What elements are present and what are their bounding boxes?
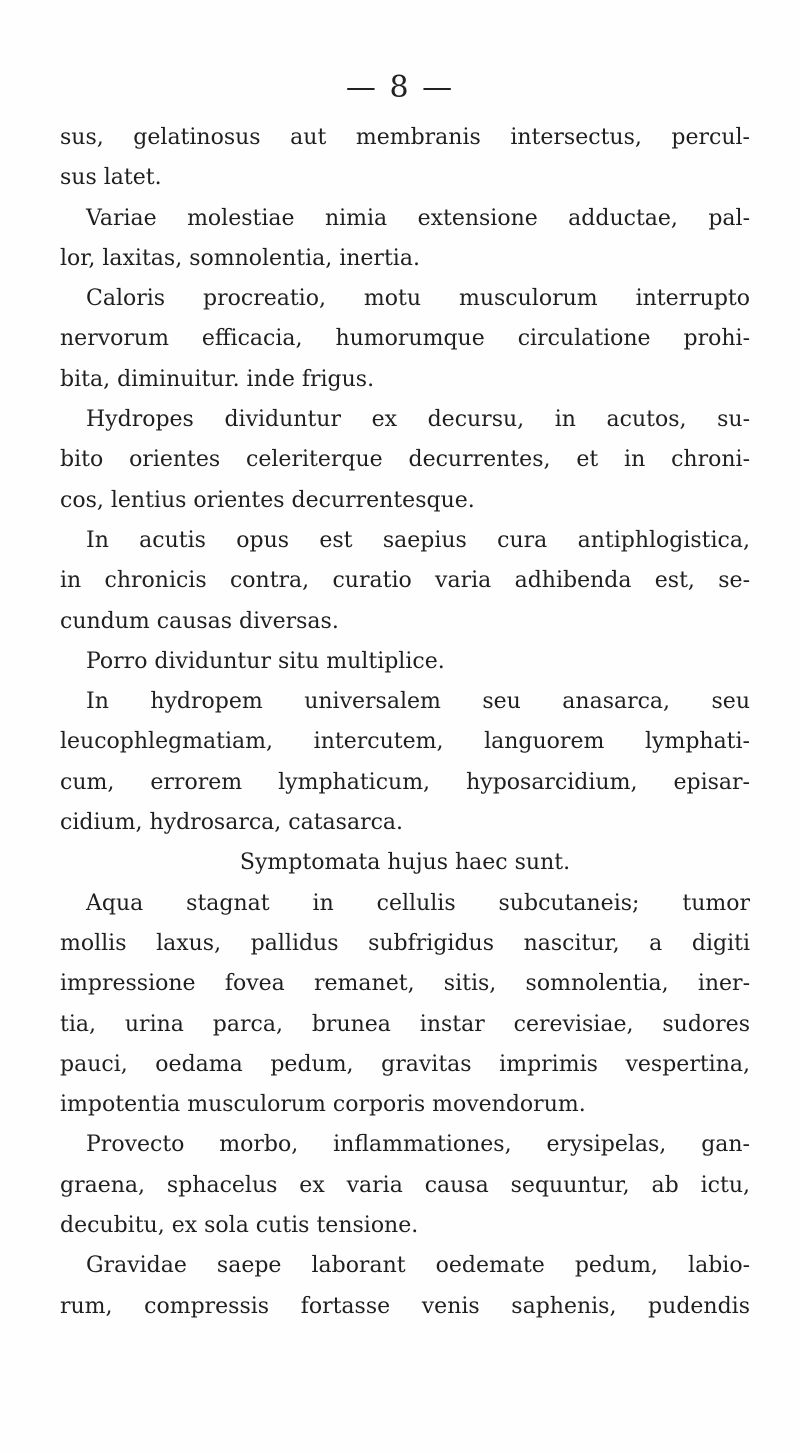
text-line: Symptomata hujus haec sunt. bbox=[239, 850, 571, 876]
text-line: sus, gelatinosus aut membranis intersectus, percul- bbox=[60, 125, 750, 150]
text-line: tia, urina parca, brunea instar cerevisiae, sudores bbox=[60, 1011, 750, 1037]
text-line: leucophlegmatiam, intercutem, languorem lymphati- bbox=[60, 729, 750, 755]
body-text bbox=[60, 118, 750, 1327]
text-line: pauci, oedama pedum, gravitas imprimis vespertina, bbox=[60, 1051, 750, 1077]
text-line: Gravidae saepe laborant oedemate pedum, labio- bbox=[86, 1253, 750, 1279]
text-line: Provecto morbo, inflammationes, erysipelas, gan- bbox=[86, 1132, 750, 1158]
text-line: Variae molestiae nimia extensione adductae, pal- bbox=[86, 205, 750, 231]
text-line: cidium, hydrosarca, catasarca. bbox=[60, 810, 404, 836]
text-line: bito orientes celeriterque decurrentes, et in chroni- bbox=[60, 447, 750, 473]
text-line: decubitu, ex sola cutis tensione. bbox=[60, 1213, 419, 1239]
text-line: in chronicis contra, curatio varia adhibenda est, se- bbox=[60, 568, 750, 594]
text-line: In acutis opus est saepius cura antiphlogistica, bbox=[86, 527, 750, 553]
text-line: cos, lentius orientes decurrentesque. bbox=[60, 487, 475, 513]
text-line: cum, errorem lymphaticum, hyposarcidium, episar- bbox=[60, 769, 750, 795]
text-line: lor, laxitas, somnolentia, inertia. bbox=[60, 245, 420, 271]
text-line: mollis laxus, pallidus subfrigidus nascitur, a digiti bbox=[60, 930, 750, 956]
text-line: nervorum efficacia, humorumque circulatione prohi- bbox=[60, 326, 750, 352]
text-line: Hydropes dividuntur ex decursu, in acutos, su- bbox=[86, 407, 750, 433]
text-line: sus latet. bbox=[60, 165, 162, 191]
text-line: graena, sphacelus ex varia causa sequuntur, ab ictu, bbox=[60, 1172, 750, 1198]
page-number-header: — 8 — bbox=[345, 70, 455, 105]
text-line: impressione fovea remanet, sitis, somnolentia, iner- bbox=[60, 971, 750, 997]
text-line: rum, compressis fortasse venis saphenis, pudendis bbox=[60, 1293, 750, 1319]
text-line: cundum causas diversas. bbox=[60, 608, 339, 634]
text-line: bita, diminuitur. inde frigus. bbox=[60, 366, 375, 392]
text-line: In hydropem universalem seu anasarca, seu bbox=[86, 689, 750, 715]
text-line: impotentia musculorum corporis movendorum. bbox=[60, 1092, 586, 1118]
text-line: Aqua stagnat in cellulis subcutaneis; tumor bbox=[86, 890, 750, 916]
text-line: Porro dividuntur situ multiplice. bbox=[86, 648, 445, 674]
text-line: Caloris procreatio, motu musculorum interrupto bbox=[86, 286, 750, 312]
